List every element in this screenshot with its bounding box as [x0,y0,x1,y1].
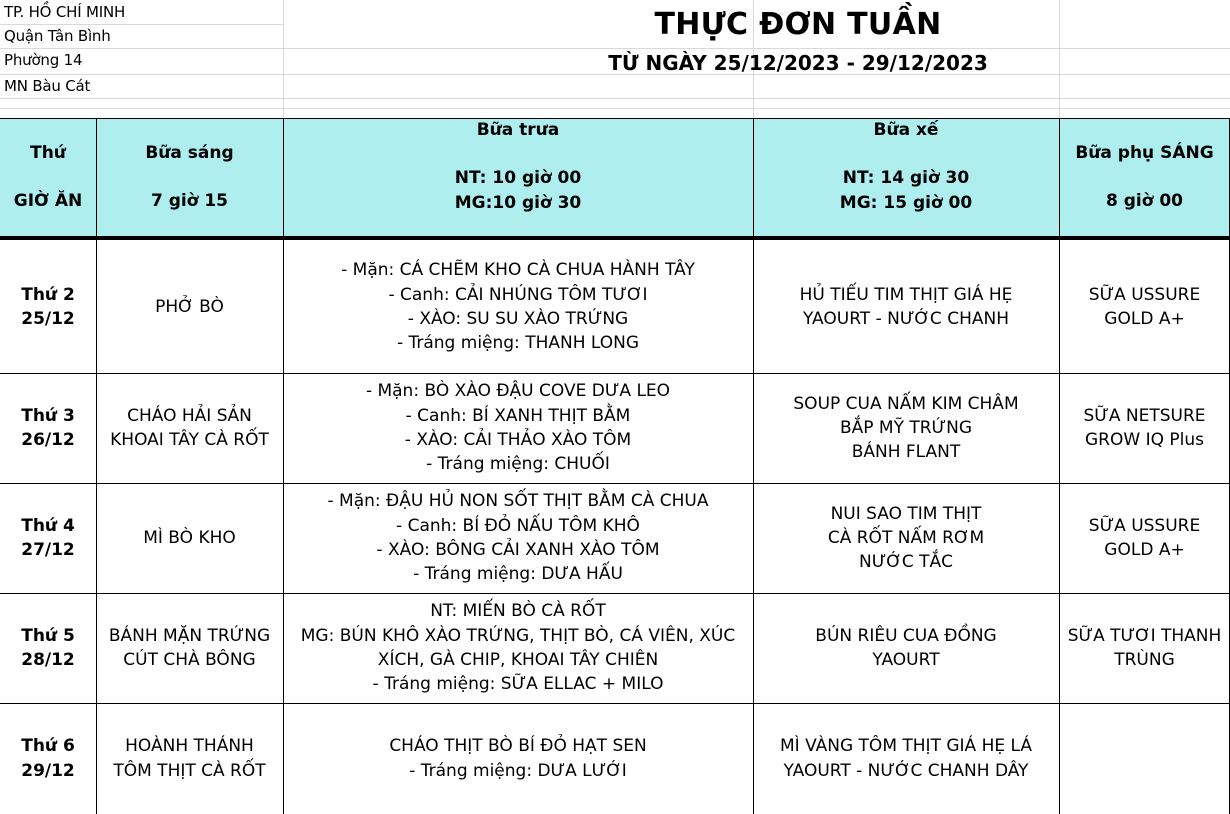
row-3-breakfast-cell [96,483,283,593]
breakfast-line: CÚT CHÀ BÔNG [123,650,256,670]
row-1-breakfast-cell [96,241,283,373]
lunch-line: XÍCH, GÀ CHIP, KHOAI TÂY CHIÊN [377,650,659,670]
row-2-lunch-cell [283,373,753,483]
afternoon-line: NƯỚC TẮC [859,552,953,573]
afternoon-line: NUI SAO TIM THỊT [830,503,982,524]
breakfast-line: TÔM THỊT CÀ RỐT [113,760,266,781]
date-label: 28/12 [21,650,75,670]
row-1-lunch-cell [283,241,753,373]
row-5-afternoon-cell [753,703,1059,814]
row-2-day-cell [0,373,96,483]
breakfast-line: MÌ BÒ KHO [143,527,236,548]
lunch-line: - Tráng miệng: DƯA HẤU [413,564,623,585]
row-3-snack-cell [1059,483,1230,593]
snack-line: TRÙNG [1114,650,1175,670]
lunch-line: - Tráng miệng: SỮA ELLAC + MILO [372,674,664,695]
row-4-afternoon-cell [753,593,1059,703]
row-4-lunch-cell [283,593,753,703]
header-snack: Bữa phụ SÁNG 8 giờ 00 [1075,142,1214,211]
row-5-lunch-cell [283,703,753,814]
snack-line: GROW IQ Plus [1085,430,1204,450]
row-3-day-cell [0,483,96,593]
lunch-line: NT: MIẾN BÒ CÀ RỐT [430,601,606,622]
lunch-line: - Canh: CẢI NHÚNG TÔM TƯƠI [388,284,648,305]
afternoon-line: YAOURT [872,650,940,670]
breakfast-line: BÁNH MẶN TRỨNG [108,625,271,646]
day-label: Thứ 6 [21,736,75,757]
row-3-afternoon-cell [753,483,1059,593]
header-lunch: Bữa trưa NT: 10 giờ 00 MG:10 giờ 30 [454,120,582,213]
row-2-breakfast-cell [96,373,283,483]
date-label: 26/12 [21,430,75,450]
row-5-day-cell [0,703,96,814]
school-label: MN Bàu Cát [4,77,91,95]
row-5-snack-cell [1059,703,1230,814]
lunch-line: - XÀO: CẢI THẢO XÀO TÔM [404,430,632,450]
afternoon-line: BÚN RIÊU CUA ĐỒNG [815,625,997,646]
afternoon-line: CÀ RỐT NẤM RƠM [827,527,985,548]
lunch-line: - Tráng miệng: DƯA LƯỚI [409,760,627,781]
breakfast-line: PHỞ BÒ [155,296,224,317]
day-label: Thứ 3 [21,405,75,426]
lunch-line: - Mặn: ĐẬU HỦ NON SỐT THỊT BẰM CÀ CHUA [327,491,709,512]
afternoon-line: BẮP MỸ TRỨNG [839,417,973,438]
lunch-line: - Mặn: CÁ CHẼM KHO CÀ CHUA HÀNH TÂY [341,260,695,281]
lunch-line: - Tráng miệng: THANH LONG [396,333,640,354]
afternoon-line: MÌ VÀNG TÔM THỊT GIÁ HẸ LÁ [780,736,1032,757]
breakfast-line: CHÁO HẢI SẢN [127,405,252,426]
snack-line: SỮA USSURE [1088,515,1201,536]
date-label: 29/12 [21,760,75,781]
header-day: Thứ GIỜ ĂN [13,142,83,211]
date-range: TỪ NGÀY 25/12/2023 - 29/12/2023 [608,51,988,75]
lunch-line: - Tráng miệng: CHUỐI [426,454,610,475]
afternoon-line: YAOURT - NƯỚC CHANH [802,309,1009,329]
lunch-line: MG: BÚN KHÔ XÀO TRỨNG, THỊT BÒ, CÁ VIÊN, XÚC [300,625,736,646]
row-4-day-cell [0,593,96,703]
day-label: Thứ 4 [21,515,75,536]
row-4-snack-cell [1059,593,1230,703]
breakfast-line: KHOAI TÂY CÀ RỐT [110,430,269,450]
district-label: Quận Tân Bình [4,27,111,45]
date-label: 25/12 [21,309,75,329]
header-afternoon: Bữa xế NT: 14 giờ 30 MG: 15 giờ 00 [839,120,973,213]
afternoon-line: BÁNH FLANT [851,442,961,463]
row-2-afternoon-cell [753,373,1059,483]
lunch-line: - XÀO: SU SU XÀO TRỨNG [407,309,629,329]
ward-label: Phường 14 [4,51,83,69]
lunch-line: CHÁO THỊT BÒ BÍ ĐỎ HẠT SEN [389,736,647,757]
row-2-snack-cell [1059,373,1230,483]
lunch-line: - Canh: BÍ XANH THỊT BẰM [405,405,631,426]
lunch-line: - Mặn: BÒ XÀO ĐẬU COVE DƯA LEO [365,381,671,402]
header-breakfast: Bữa sáng 7 giờ 15 [145,142,234,211]
day-label: Thứ 2 [21,284,75,305]
day-label: Thứ 5 [21,625,75,646]
snack-line: SỮA TƯƠI THANH [1067,625,1222,646]
row-1-day-cell [0,241,96,373]
page-title: THỰC ĐƠN TUẦN [654,7,942,42]
row-3-lunch-cell [283,483,753,593]
snack-line: GOLD A+ [1104,540,1185,560]
city-label: TP. HỒ CHÍ MINH [4,3,126,21]
afternoon-line: SOUP CUA NẤM KIM CHÂM [793,393,1019,414]
row-1-snack-cell [1059,241,1230,373]
date-label: 27/12 [21,540,75,560]
snack-line: GOLD A+ [1104,309,1185,329]
lunch-line: - XÀO: BÔNG CẢI XANH XÀO TÔM [376,540,660,560]
row-5-breakfast-cell [96,703,283,814]
afternoon-line: HỦ TIẾU TIM THỊT GIÁ HẸ [799,284,1013,305]
afternoon-line: YAOURT - NƯỚC CHANH DÂY [783,760,1029,781]
snack-line: SỮA NETSURE [1083,405,1206,426]
lunch-line: - Canh: BÍ ĐỎ NẤU TÔM KHÔ [396,515,640,536]
breakfast-line: HOÀNH THÁNH [125,736,254,757]
snack-line: SỮA USSURE [1088,284,1201,305]
row-1-afternoon-cell [753,241,1059,373]
row-4-breakfast-cell [96,593,283,703]
